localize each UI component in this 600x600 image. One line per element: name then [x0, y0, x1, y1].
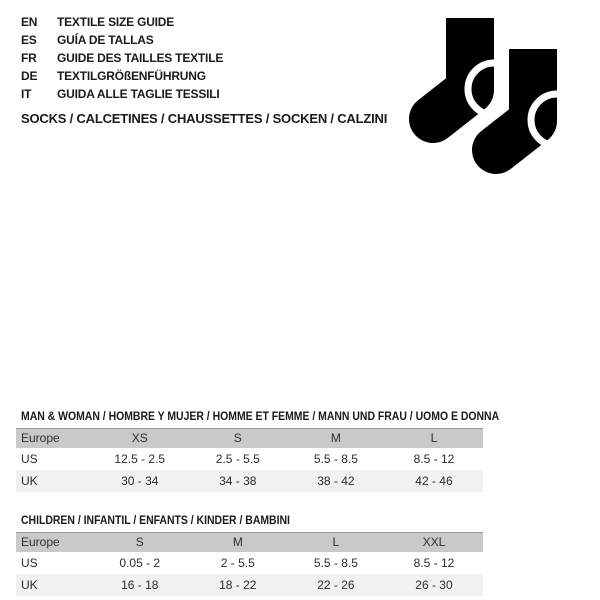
children-table-title — [16, 513, 483, 527]
socks-icon-svg — [403, 18, 563, 178]
table-cell: 22 - 26 — [317, 577, 355, 592]
language-row — [21, 67, 223, 85]
language-code: EN — [21, 15, 38, 29]
language-label: GUIDA ALLE TAGLIE TESSILI — [57, 87, 220, 101]
language-label: TEXTILE SIZE GUIDE — [57, 15, 175, 29]
row-label: UK — [21, 473, 38, 488]
row-label: UK — [21, 577, 38, 592]
man-woman-table-title — [16, 409, 500, 423]
language-code: DE — [21, 69, 38, 83]
table-cell: 42 - 46 — [415, 473, 453, 488]
column-header-region: Europe — [21, 535, 60, 550]
table-cell: 2.5 - 5.5 — [215, 451, 260, 466]
language-list — [21, 13, 223, 103]
table-header-row — [16, 533, 483, 552]
column-header-size: L — [430, 431, 438, 446]
table-cell: 0.05 - 2 — [119, 555, 161, 570]
children-size-table — [16, 532, 483, 596]
table-row-us — [16, 448, 483, 470]
sock-back-shape — [433, 18, 520, 119]
category-line: SOCKS / CALCETINES / CHAUSSETTES / SOCKEN / CALZINI — [21, 111, 388, 126]
language-code: ES — [21, 33, 37, 47]
row-label: US — [21, 555, 38, 570]
table-row-us — [16, 552, 483, 574]
man-woman-table-title-text: MAN & WOMAN / HOMBRE Y MUJER / HOMME ET FEMME / MANN UND FRAU / UOMO E DONNA — [21, 409, 500, 423]
table-cell: 8.5 - 12 — [413, 555, 455, 570]
language-code: FR — [21, 51, 37, 65]
row-label: US — [21, 451, 38, 466]
table-cell: 26 - 30 — [415, 577, 453, 592]
column-header-size: XS — [131, 431, 148, 446]
man-woman-size-table — [16, 428, 483, 492]
column-header-size: L — [332, 535, 340, 550]
table-row-uk — [16, 574, 483, 596]
table-cell: 5.5 - 8.5 — [313, 555, 358, 570]
language-row — [21, 31, 223, 49]
language-label: TEXTILGRÖßENFÜHRUNG — [57, 69, 206, 83]
table-cell: 2 - 5.5 — [220, 555, 255, 570]
socks-icon — [403, 18, 563, 178]
column-header-size: M — [330, 431, 341, 446]
table-header-row — [16, 429, 483, 448]
language-row — [21, 49, 223, 67]
language-label: GUIDE DES TAILLES TEXTILE — [57, 51, 224, 65]
language-label: GUÍA DE TALLAS — [57, 33, 154, 47]
column-header-size: S — [135, 535, 144, 550]
column-header-size: M — [232, 535, 243, 550]
table-row-uk — [16, 470, 483, 492]
column-header-region: Europe — [21, 431, 60, 446]
table-cell: 18 - 22 — [219, 577, 257, 592]
language-code: IT — [21, 87, 32, 101]
table-cell: 5.5 - 8.5 — [313, 451, 358, 466]
column-header-size: XXL — [422, 535, 446, 550]
table-cell: 16 - 18 — [121, 577, 159, 592]
children-table-section — [16, 513, 483, 596]
language-row — [21, 85, 223, 103]
language-row — [21, 13, 223, 31]
table-cell: 12.5 - 2.5 — [114, 451, 166, 466]
man-woman-table-section — [16, 409, 500, 492]
table-cell: 34 - 38 — [219, 473, 257, 488]
column-header-size: S — [233, 431, 242, 446]
table-cell: 30 - 34 — [121, 473, 159, 488]
children-table-title-text: CHILDREN / INFANTIL / ENFANTS / KINDER / BAMBINI — [21, 513, 290, 527]
table-cell: 38 - 42 — [317, 473, 355, 488]
table-cell: 8.5 - 12 — [413, 451, 455, 466]
